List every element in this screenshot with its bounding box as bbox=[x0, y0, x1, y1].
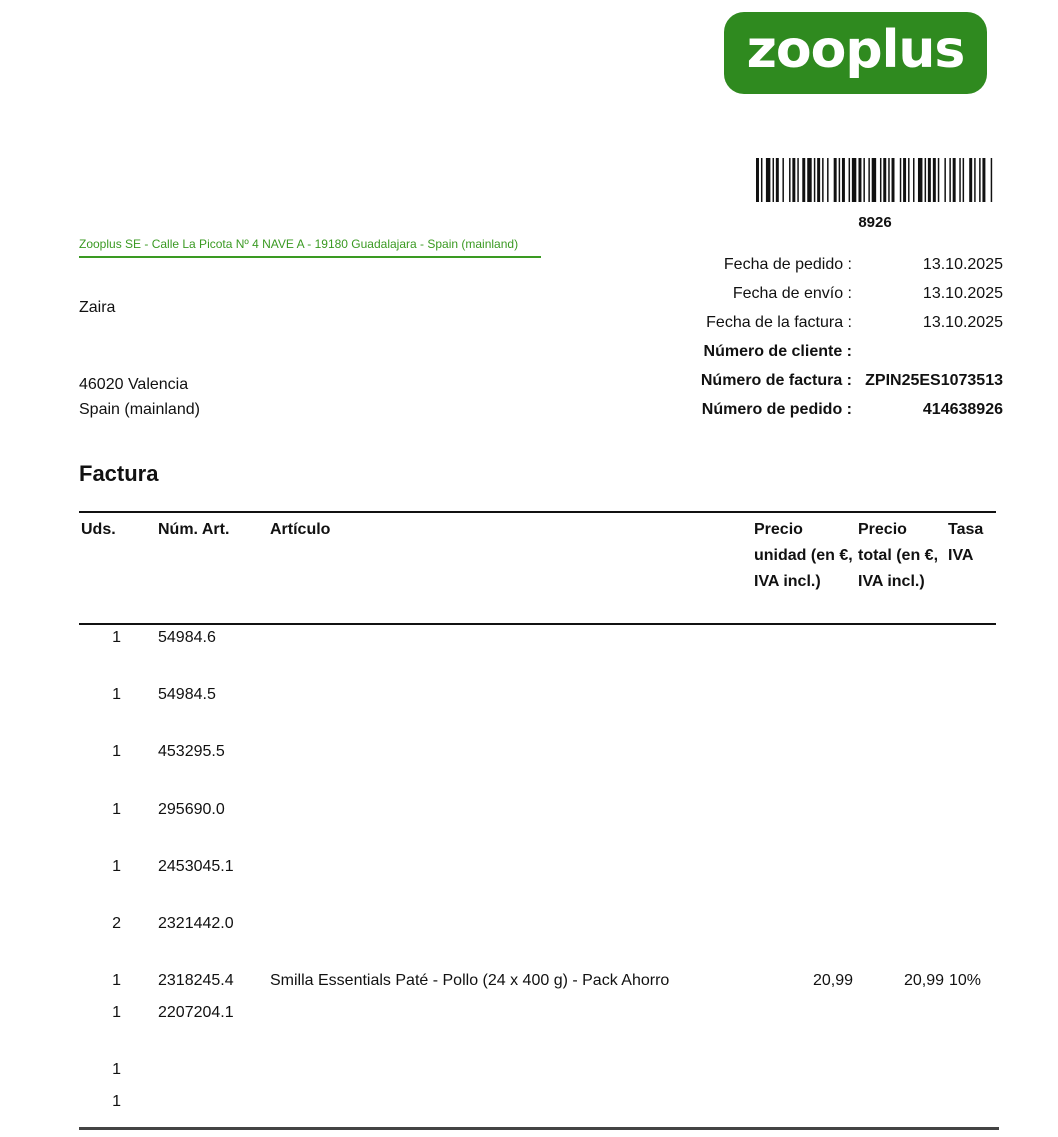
invoice-meta-value: 13.10.2025 bbox=[922, 284, 1003, 302]
sender-address-line: Zooplus SE - Calle La Picota Nº 4 NAVE A - 19180 Guadalajara - Spain (mainland) bbox=[79, 235, 541, 258]
item-article-number: 2321442.0 bbox=[158, 915, 234, 932]
item-quantity: 1 bbox=[112, 743, 121, 760]
item-article-name: Smilla Essentials Paté - Pollo (24 x 400 g) - Pack Ahorro bbox=[270, 972, 670, 989]
invoice-meta-value: ZPIN25ES1073513 bbox=[865, 371, 1003, 389]
item-quantity: 1 bbox=[112, 686, 121, 703]
column-header-unit-price: Precio unidad (en €, IVA incl.) bbox=[754, 521, 853, 590]
item-quantity: 1 bbox=[112, 858, 121, 875]
item-total-price: 20,99 bbox=[903, 972, 944, 989]
table-row bbox=[79, 972, 996, 996]
item-article-number: 54984.5 bbox=[158, 686, 216, 703]
table-row bbox=[79, 1004, 996, 1028]
item-quantity: 1 bbox=[112, 1004, 121, 1021]
item-unit-price: 20,99 bbox=[812, 972, 853, 989]
invoice-meta-value: 13.10.2025 bbox=[922, 313, 1003, 331]
item-quantity: 1 bbox=[112, 801, 121, 818]
column-header-article-number: Núm. Art. bbox=[158, 521, 230, 538]
item-article-number: 2318245.4 bbox=[158, 972, 234, 989]
item-article-number: 54984.6 bbox=[158, 629, 216, 646]
invoice-meta-label: Fecha de pedido : bbox=[723, 255, 852, 273]
invoice-meta-value: 13.10.2025 bbox=[922, 255, 1003, 273]
table-row bbox=[79, 801, 996, 825]
item-article-number: 2207204.1 bbox=[158, 1004, 234, 1021]
invoice-meta-label: Fecha de envío : bbox=[732, 284, 852, 302]
item-tax-rate: 10% bbox=[949, 972, 982, 989]
recipient-name: Zaira bbox=[79, 299, 116, 316]
column-header-uds: Uds. bbox=[81, 521, 116, 538]
table-row bbox=[79, 686, 996, 710]
item-article-number: 295690.0 bbox=[158, 801, 225, 818]
item-quantity: 1 bbox=[112, 972, 121, 989]
items-table-body bbox=[79, 0, 996, 1137]
table-row bbox=[79, 743, 996, 767]
item-article-number: 2453045.1 bbox=[158, 858, 234, 875]
invoice-meta-value: 414638926 bbox=[922, 400, 1003, 418]
column-header-tax-rate: Tasa IVA bbox=[948, 521, 984, 564]
item-quantity: 1 bbox=[112, 1061, 121, 1078]
invoice-meta-label: Número de cliente : bbox=[703, 342, 852, 360]
barcode-number: 8926 bbox=[858, 214, 892, 231]
recipient-country: Spain (mainland) bbox=[79, 401, 200, 418]
table-row bbox=[79, 629, 996, 653]
invoice-meta-label: Número de factura : bbox=[700, 371, 852, 389]
table-row bbox=[79, 858, 996, 882]
table-row bbox=[79, 915, 996, 939]
item-quantity: 1 bbox=[112, 1093, 121, 1110]
invoice-heading: Factura bbox=[79, 461, 159, 486]
invoice-meta-label: Fecha de la factura : bbox=[706, 313, 852, 331]
item-quantity: 1 bbox=[112, 629, 121, 646]
column-header-article: Artículo bbox=[270, 521, 331, 538]
item-article-number: 453295.5 bbox=[158, 743, 225, 760]
logo-text: zooplus bbox=[746, 20, 965, 80]
invoice-meta-label: Número de pedido : bbox=[701, 400, 852, 418]
recipient-city: 46020 Valencia bbox=[79, 376, 189, 393]
table-bottom-rule bbox=[79, 1127, 999, 1130]
column-header-total-price: Precio total (en €, IVA incl.) bbox=[858, 521, 939, 590]
item-quantity: 2 bbox=[112, 915, 121, 932]
table-row bbox=[79, 1061, 996, 1085]
table-row bbox=[79, 1093, 996, 1117]
